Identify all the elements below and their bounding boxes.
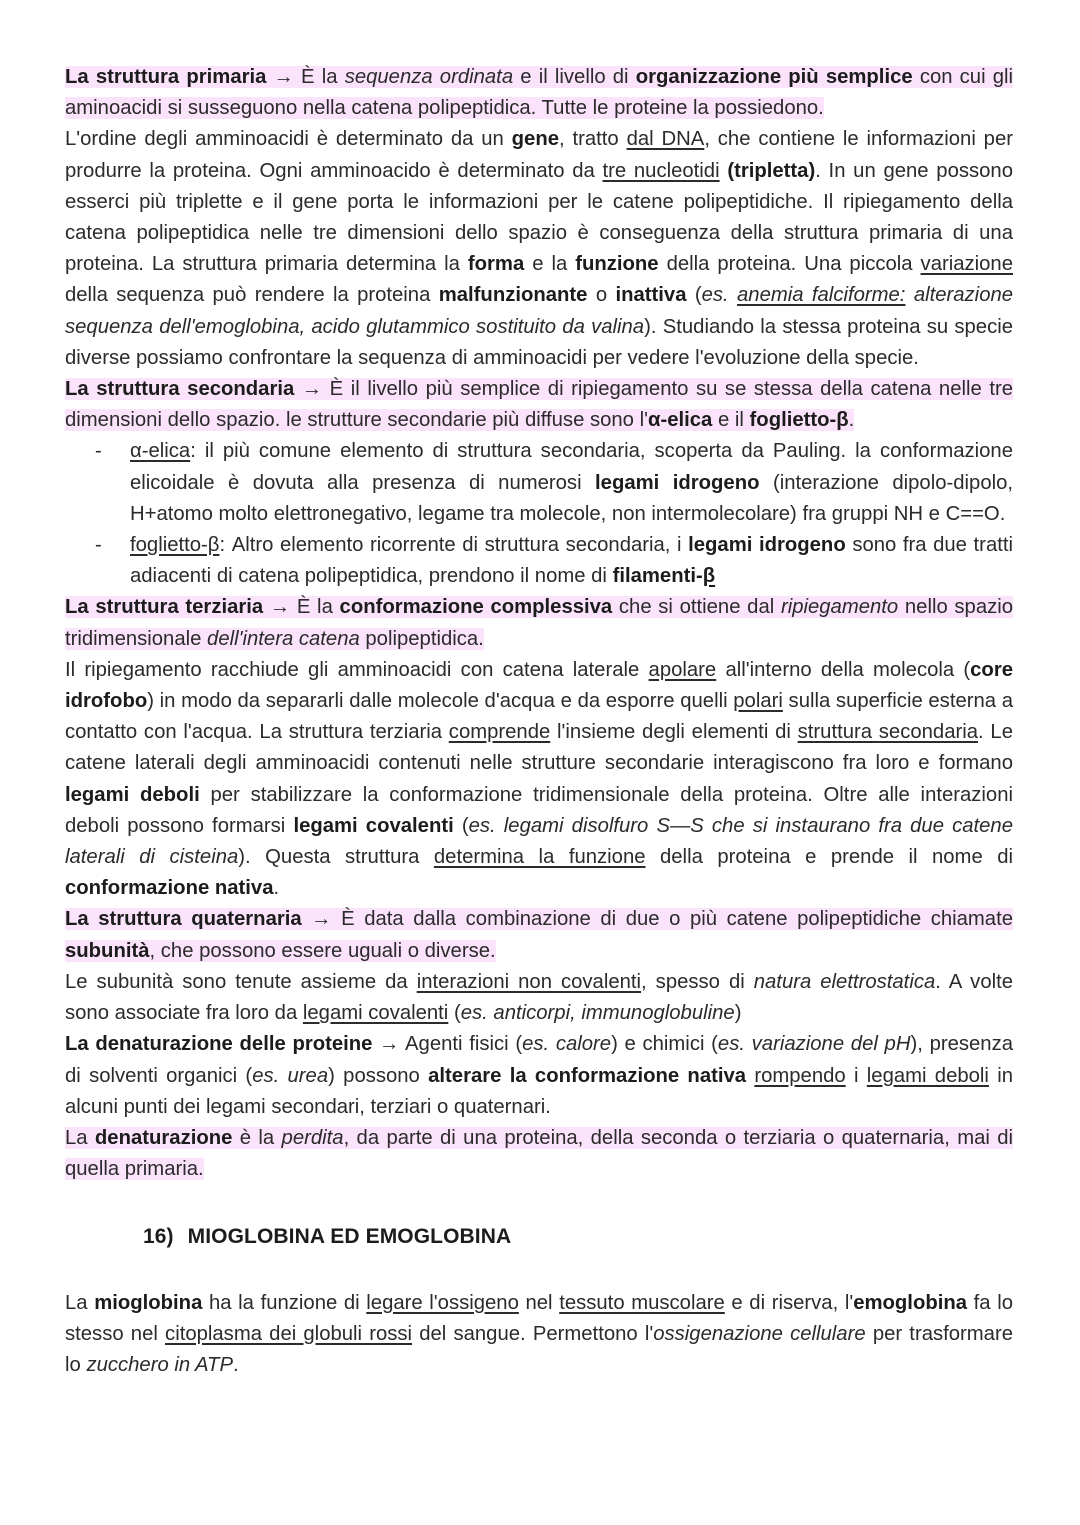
text-run: del sangue. Permettono l' (419, 1322, 654, 1345)
text-run: rompendo (754, 1064, 846, 1087)
text-run: , spesso di (641, 970, 745, 993)
text-run: che si ottiene dal (618, 596, 775, 619)
text-run: alterare la conformazione nativa (428, 1064, 747, 1087)
text-run: es. anticorpi, immunoglobuline (460, 1002, 735, 1025)
document-page (65, 62, 1013, 1381)
text-run: e la (532, 253, 568, 276)
text-run: ( (694, 284, 702, 307)
text-run: gene (511, 128, 560, 151)
text-run: polipeptidica. (365, 627, 484, 650)
text-run: La (65, 1126, 88, 1149)
text-run: ) in modo da separarli dalle molecole d'acqua e da esporre quelli (147, 690, 728, 713)
text-run: determina la funzione (433, 846, 646, 869)
text-run: α-elica (647, 409, 713, 432)
text-run: . (232, 1353, 239, 1376)
text-run: filamenti- (612, 565, 703, 588)
list-item-beta-sheet (65, 530, 1013, 592)
heading-quaternary-structure: La struttura quaternaria (65, 908, 302, 931)
text-run: . A volte sono associate fra loro da (65, 970, 1014, 1025)
heading-primary-structure: La struttura primaria (65, 66, 267, 88)
text-run: i (853, 1064, 859, 1087)
text-run: Le subunità sono tenute assieme da (65, 970, 408, 993)
text-run: , che possono essere uguali o diverse. (149, 939, 496, 962)
arrow-icon: → (273, 66, 294, 88)
text-run: legami idrogeno (595, 471, 760, 494)
text-run: interazioni non covalenti (416, 970, 642, 993)
highlighted-definition (65, 1127, 1013, 1180)
text-run: ( (453, 1002, 461, 1025)
text-run: l'insieme degli elementi di (557, 721, 791, 744)
text-run: ripiegamento (780, 596, 899, 619)
text-run: , da parte di una proteina, della seconda o terziaria o quaternaria, mai di quella primaria. (65, 1126, 1014, 1181)
text-run: foglietto-β (749, 409, 849, 432)
text-run (737, 284, 905, 306)
paragraph-denaturation (65, 1029, 1013, 1123)
paragraph-tertiary-structure-definition (65, 592, 1013, 654)
heading-secondary-structure: La struttura secondaria (65, 378, 295, 401)
text-run: foglietto-β (130, 534, 220, 557)
text-run: ), presenza di solventi organici ( (65, 1033, 1013, 1087)
text-run: sono fra due tratti adiacenti di catena polipeptidica, prendono il nome di (130, 534, 1013, 588)
text-run: denaturazione (94, 1126, 233, 1149)
text-run: ) (734, 1002, 742, 1025)
highlighted-definition (65, 596, 1013, 649)
text-run: è la (239, 1126, 275, 1149)
text-run: È la (301, 66, 338, 88)
arrow-icon: → (311, 908, 332, 931)
text-run: es. variazione del pH (717, 1033, 911, 1056)
paragraph-primary-structure-definition (65, 62, 1013, 124)
text-run: legami covalenti (293, 814, 454, 837)
text-run: nel (525, 1291, 553, 1314)
text-run: È la (296, 596, 333, 619)
text-run: con cui gli aminoacidi si susseguono nella catena polipeptidica. Tutte le proteine la possiedono. (65, 66, 1014, 120)
text-run: La (65, 1291, 88, 1314)
text-run: organizzazione più semplice (635, 66, 913, 88)
text-run: tre nucleotidi (602, 159, 720, 182)
text-run: anemia falciforme: (737, 284, 906, 307)
secondary-structure-list (65, 436, 1013, 592)
paragraph-quaternary-structure-definition (65, 904, 1013, 966)
text-run: (interazione dipolo-dipolo, H+atomo molto elettronegativo, legame tra molecole, non intermolecolare) fra gruppi NH e C==O. (130, 471, 1014, 525)
highlighted-definition (65, 378, 1013, 431)
text-run: all'interno della molecola ( (725, 658, 971, 681)
text-run: alterazione sequenza dell'emoglobina, acido glutammico sostituito da valina (65, 284, 1014, 338)
text-run: comprende (448, 721, 551, 744)
text-run: È data dalla combinazione di due o più catene polipeptidiche chiamate (341, 908, 1013, 931)
highlighted-definition (65, 66, 1013, 119)
text-run: forma (467, 253, 525, 276)
text-run: ). Studiando la stessa proteina su specie diverse possiamo confrontare la sequenza di amminoacidi per vedere l'evoluzione della specie. (65, 315, 1013, 369)
text-run: perdita (281, 1126, 344, 1149)
text-run: sulla superficie esterna a contatto con l'acqua. La struttura terziaria (65, 690, 1013, 744)
text-run: o (595, 284, 608, 307)
text-run: : il più comune elemento di struttura secondaria, scoperta da Pauling. la conformazione elicoidale è dovuta alla presenza di numerosi (130, 440, 1013, 494)
text-run: legare l'ossigeno (366, 1291, 519, 1314)
text-run: Il ripiegamento racchiude gli amminoacidi con catena laterale (65, 658, 640, 681)
paragraph-quaternary-structure-body (65, 967, 1013, 1029)
text-run: tessuto muscolare (559, 1291, 725, 1314)
text-run: nello spazio tridimensionale (65, 596, 1014, 650)
section-title: MIOGLOBINA ED EMOGLOBINA (187, 1225, 512, 1249)
text-run: . (273, 877, 280, 900)
arrow-icon: → (269, 596, 291, 619)
text-run: e di riserva, l' (731, 1291, 854, 1314)
text-run: (tripletta) (727, 159, 816, 182)
text-run: . In un gene possono esserci più triplette e il gene porta le informazioni per le catene polipeptidiche. Il ripiegamento della catena polipeptidica nelle tre dimensioni dello spazio è conseguenza della struttura primaria di una proteina. La struttura primaria determina la (65, 159, 1013, 276)
text-run: legami deboli (866, 1064, 989, 1087)
highlighted-definition (65, 908, 1013, 961)
text-run: . (848, 409, 855, 432)
text-run: conformazione nativa (65, 877, 274, 900)
text-run: inattiva (615, 284, 687, 307)
text-run: È il livello più semplice di ripiegamento su se stessa della catena nelle tre dimensioni dello spazio. le strutture secondarie più diffuse sono l' (65, 378, 1014, 432)
text-run: struttura secondaria (797, 721, 979, 744)
text-run: apolare (648, 658, 717, 681)
text-run: sequenza ordinata (344, 66, 514, 88)
heading-denaturation: La denaturazione delle proteine (65, 1033, 373, 1056)
dash-bullet: - (95, 534, 102, 557)
dash-bullet: - (95, 440, 102, 463)
text-run: α-elica (130, 440, 191, 463)
paragraph-denaturation-definition (65, 1123, 1013, 1185)
text-run: emoglobina (853, 1291, 968, 1314)
text-run: citoplasma dei globuli rossi (165, 1322, 413, 1345)
text-run: e il livello di (520, 66, 629, 88)
text-run: ). Questa struttura (238, 846, 420, 869)
section-heading-16 (143, 1221, 1013, 1252)
text-run: es. urea (252, 1064, 329, 1087)
text-run: della sequenza può rendere la proteina (65, 284, 431, 307)
text-run: polari (733, 690, 783, 713)
text-run: variazione (920, 253, 1013, 276)
text-run: β (702, 565, 716, 588)
text-run: e il (717, 409, 744, 432)
text-run (703, 565, 715, 587)
text-run: zucchero in ATP (86, 1353, 233, 1376)
text-run: ( (461, 814, 469, 837)
text-run: ) e chimici ( (611, 1033, 718, 1056)
section-number: 16) (143, 1225, 174, 1249)
text-run: L'ordine degli amminoacidi è determinato da un (65, 128, 504, 151)
text-run: malfunzionante (438, 284, 588, 307)
text-run: es. (701, 284, 729, 307)
arrow-icon: → (301, 378, 323, 401)
text-run: natura elettrostatica (753, 970, 936, 993)
text-run: legami idrogeno (688, 534, 846, 557)
text-run: ha la funzione di (208, 1291, 360, 1314)
list-item-alpha-helix (65, 436, 1013, 530)
text-run: subunità (65, 939, 150, 962)
text-run: funzione (575, 253, 659, 276)
text-run: mioglobina (94, 1291, 203, 1314)
paragraph-secondary-structure-definition (65, 374, 1013, 436)
text-run: della proteina e prende il nome di (660, 846, 1013, 869)
text-run: es. calore (522, 1033, 612, 1056)
text-run: ) possono (328, 1064, 420, 1087)
text-run: legami covalenti (302, 1002, 449, 1025)
text-run: Agenti fisici ( (405, 1033, 523, 1056)
paragraph-tertiary-structure-body (65, 655, 1013, 905)
text-run: , che contiene le informazioni per produrre la proteina. Ogni amminoacido è determinato da (65, 128, 1013, 182)
text-run: legami deboli (65, 783, 200, 806)
text-run: della proteina. Una piccola (666, 253, 913, 276)
text-run: per stabilizzare la conformazione tridimensionale della proteina. Oltre alle interazioni deboli possono formarsi (65, 783, 1014, 837)
heading-tertiary-structure: La struttura terziaria (65, 596, 264, 619)
text-run: in alcuni punti dei legami secondari, terziari o quaternari. (65, 1064, 1014, 1118)
text-run: , tratto (559, 128, 619, 151)
text-run: . Le catene laterali degli amminoacidi contenuti nelle strutture secondarie interagiscono fra loro e formano (65, 721, 1013, 775)
text-run: : Altro elemento ricorrente di struttura secondaria, i (219, 534, 682, 557)
text-run: fa lo stesso nel (65, 1291, 1013, 1345)
text-run: dell'intera catena (207, 627, 360, 650)
text-run: core idrofobo (65, 658, 1013, 713)
paragraph-primary-structure-body (65, 124, 1013, 374)
text-run: dal DNA (626, 128, 705, 151)
text-run: per trasformare lo (65, 1322, 1013, 1376)
text-run: conformazione complessiva (339, 596, 613, 619)
arrow-icon: → (379, 1033, 400, 1056)
text-run: ossigenazione cellulare (653, 1322, 866, 1345)
text-run: es. legami disolfuro S—S che si instaurano fra due catene laterali di cisteina (65, 814, 1013, 869)
paragraph-myoglobin-hemoglobin (65, 1288, 1013, 1382)
